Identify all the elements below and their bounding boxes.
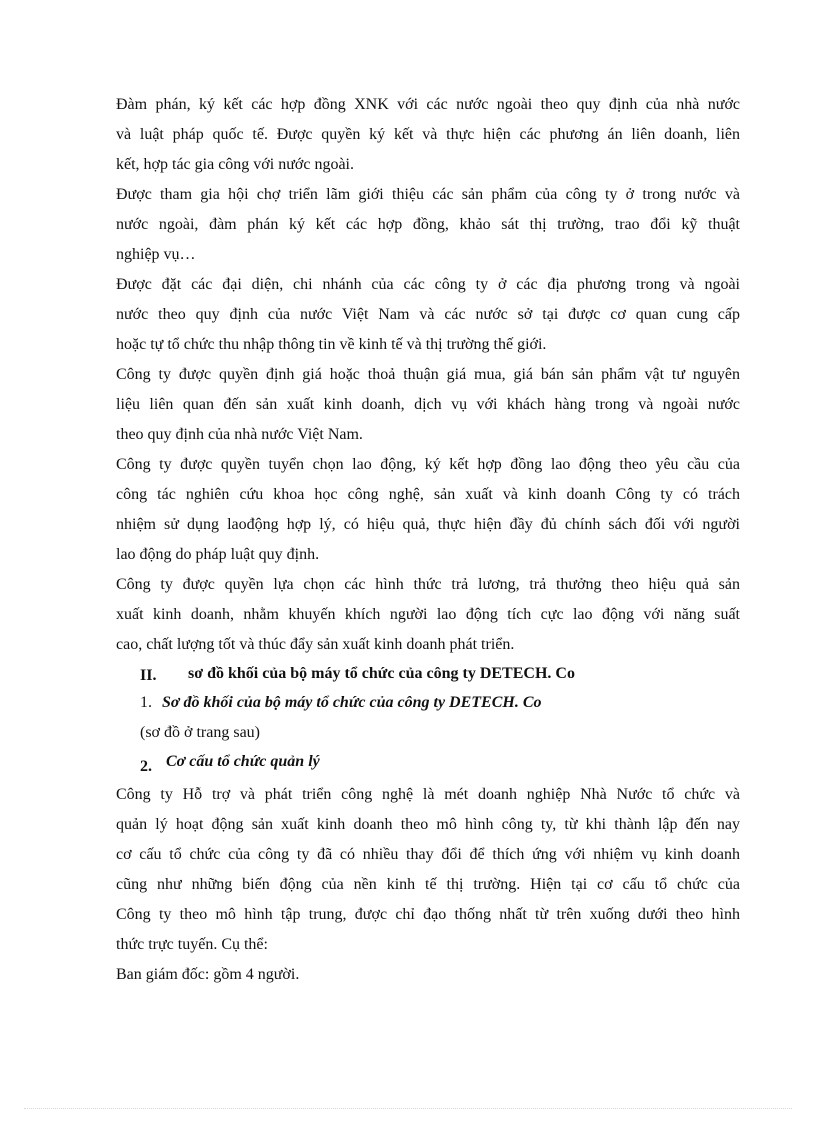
paragraph-line: công tác nghiên cứu khoa học công nghệ, sản xuất và kinh doanh Công ty có trách — [116, 486, 740, 503]
paragraph-line: kết, hợp tác gia công với nước ngoài. — [116, 156, 354, 173]
paragraph-line: xuất kinh doanh, nhằm khuyến khích người lao động tích cực lao động với năng suất — [116, 606, 740, 623]
paragraph-line: cao, chất lượng tốt và thúc đẩy sản xuất kinh doanh phát triển. — [116, 636, 515, 653]
section-number: II. — [140, 667, 157, 684]
paragraph-line: lao động do pháp luật quy định. — [116, 546, 320, 563]
paragraph-line: Công ty được quyền lựa chọn các hình thức trả lương, trả thưởng theo hiệu quả sản — [116, 576, 740, 593]
paragraph-line: Công ty theo mô hình tập trung, được chỉ đạo thống nhất từ trên xuống dưới theo hình — [116, 906, 740, 923]
paragraph-line: nước theo quy định của nước Việt Nam và các nước sở tại được cơ quan cung cấp — [116, 306, 740, 323]
subsection-number: 1. — [140, 694, 152, 711]
paragraph-line: Được đặt các đại diện, chi nhánh của các công ty ở các địa phương trong và ngoài — [116, 276, 740, 293]
paragraph-line: cơ cấu tổ chức của công ty đã có nhiều thay đổi để thích ứng với nhiệm vụ kinh doanh — [116, 846, 740, 863]
paragraph-line: và luật pháp quốc tế. Được quyền ký kết và thực hiện các phương án liên doanh, liên — [116, 126, 740, 143]
subsection-heading: Sơ đồ khối của bộ máy tổ chức của công ty DETECH. Co — [162, 694, 542, 711]
subsection-heading: Cơ cấu tổ chức quản lý — [166, 753, 320, 770]
paragraph-line: Được tham gia hội chợ triển lãm giới thiệu các sản phẩm của công ty ở trong nước và — [116, 186, 740, 203]
paragraph-line: hoặc tự tổ chức thu nhập thông tin về kinh tế và thị trường thế giới. — [116, 336, 547, 353]
paragraph-line: Công ty được quyền định giá hoặc thoả thuận giá mua, giá bán sản phẩm vật tư nguyên — [116, 366, 740, 383]
diagram-note: (sơ đồ ở trang sau) — [140, 724, 261, 741]
subsection-number: 2. — [140, 758, 152, 775]
paragraph-line: nhiệm sử dụng laođộng hợp lý, có hiệu quả, thực hiện đầy đủ chính sách đối với người — [116, 516, 740, 533]
page-bottom-divider — [24, 1108, 792, 1109]
paragraph-line: Công ty được quyền tuyển chọn lao động, ký kết hợp đồng lao động theo yêu cầu của — [116, 456, 740, 473]
paragraph-line: Ban giám đốc: gồm 4 người. — [116, 966, 300, 983]
paragraph-line: Công ty Hỗ trợ và phát triển công nghệ là mét doanh nghiệp Nhà Nước tổ chức và — [116, 786, 740, 803]
paragraph-line: nước ngoài, đàm phán ký kết các hợp đồng, khảo sát thị trường, trao đổi kỹ thuật — [116, 216, 740, 233]
paragraph-line: Đàm phán, ký kết các hợp đồng XNK với các nước ngoài theo quy định của nhà nước — [116, 96, 740, 113]
paragraph-line: nghiệp vụ… — [116, 246, 196, 263]
paragraph-line: theo quy định của nhà nước Việt Nam. — [116, 426, 363, 443]
paragraph-line: cũng như những biến động của nền kinh tế thị trường. Hiện tại cơ cấu tổ chức của — [116, 876, 740, 893]
paragraph-line: liệu liên quan đến sản xuất kinh doanh, dịch vụ với khách hàng trong và ngoài nước — [116, 396, 740, 413]
paragraph-line: thức trực tuyến. Cụ thể: — [116, 936, 268, 953]
section-heading: sơ đồ khối của bộ máy tổ chức của công ty DETECH. Co — [188, 665, 575, 682]
paragraph-line: quản lý hoạt động sản xuất kinh doanh theo mô hình công ty, từ khi thành lập đến nay — [116, 816, 740, 833]
